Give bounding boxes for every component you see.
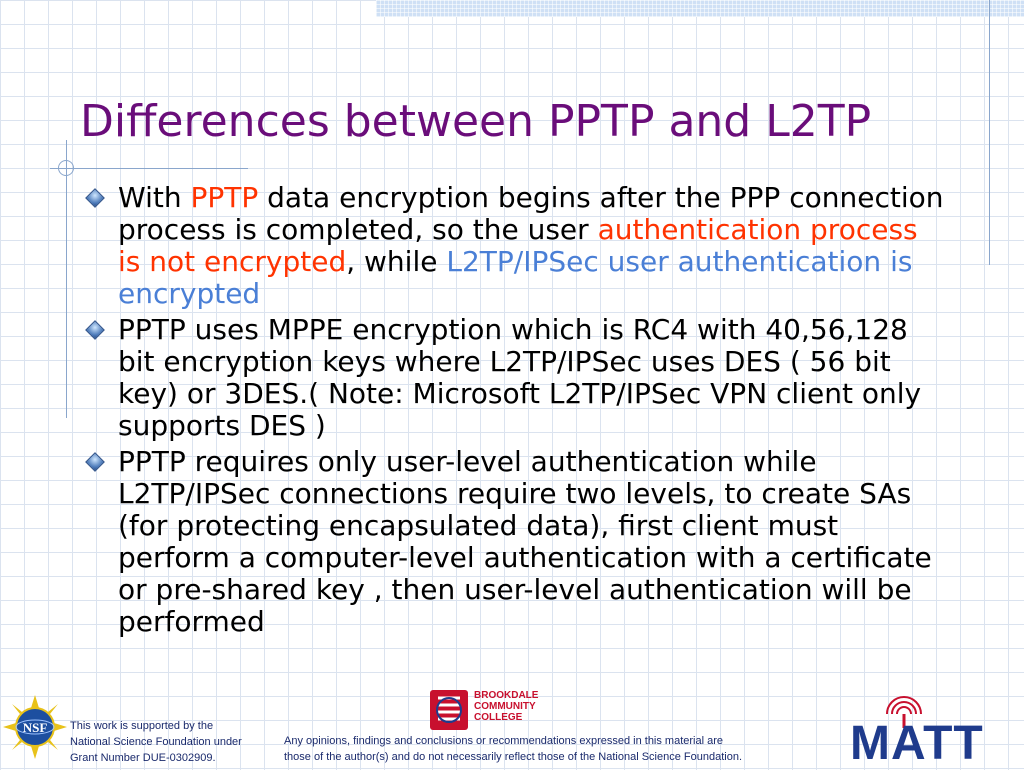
disclaimer-line: Any opinions, findings and conclusions or recommendations expressed in this material are (284, 735, 724, 747)
bullet-item (84, 182, 944, 310)
bullet-text: , while (346, 245, 447, 278)
nsf-line: Grant Number DUE-0302909. (70, 752, 216, 764)
bullet-list (84, 182, 944, 642)
maitt-logo-text: MATT (850, 717, 984, 770)
bullet-text: data encryption begins after the PPP connection process is completed, so the user (118, 181, 944, 246)
title-underline (50, 168, 248, 169)
bullet-text-highlight-blue: L2TP/IPSec user authentication is encrypted (118, 245, 913, 310)
disclaimer-text (284, 733, 742, 765)
nsf-line: National Science Foundation under (70, 736, 242, 748)
bullet-diamond-icon (85, 320, 105, 340)
brookdale-college-logo (426, 688, 544, 732)
bullet-item (84, 446, 944, 638)
bullet-diamond-icon (85, 452, 105, 472)
decorative-circle (58, 160, 74, 176)
bullet-text: PPTP uses MPPE encryption which is RC4 with 40,56,128 bit encryption keys where L2TP/IPSec uses DES ( 56 bit key) or 3DES.( Note: Microsoft L2TP/IPSec VPN client only supports DES ) (118, 313, 922, 442)
left-decorative-line (66, 140, 67, 418)
nsf-support-text (70, 718, 242, 766)
bullet-text-highlight: PPTP (190, 181, 259, 214)
right-decorative-line (989, 0, 990, 265)
brookdale-mark-icon (430, 690, 468, 730)
bullet-item (84, 314, 944, 442)
maitt-logo (850, 694, 1020, 768)
bullet-text: PPTP requires only user-level authentication while L2TP/IPSec connections require two levels, to create SAs (for protecting encapsulated data), first client must perform a computer-level authentication with a certificate or pre-shared key , then user-level authentication will be performed (118, 445, 932, 638)
college-logo-line: BROOKDALE (474, 690, 539, 701)
bullet-text-highlight: authentication process is not encrypted (118, 213, 918, 278)
bullet-diamond-icon (85, 188, 105, 208)
disclaimer-line: those of the author(s) and do not necessarily reflect those of the National Science Foundation. (284, 751, 742, 763)
nsf-logo (2, 694, 68, 760)
bullet-text: With (118, 181, 191, 214)
college-logo-line: COLLEGE (474, 712, 523, 723)
nsf-logo-text: NSF (22, 720, 48, 735)
nsf-line: This work is supported by the (70, 720, 214, 732)
college-logo-line: COMMUNITY (474, 701, 536, 712)
top-decorative-band (376, 0, 1024, 17)
slide-title: Differences between PPTP and L2TP (80, 96, 872, 147)
brookdale-logo-text (474, 690, 538, 723)
